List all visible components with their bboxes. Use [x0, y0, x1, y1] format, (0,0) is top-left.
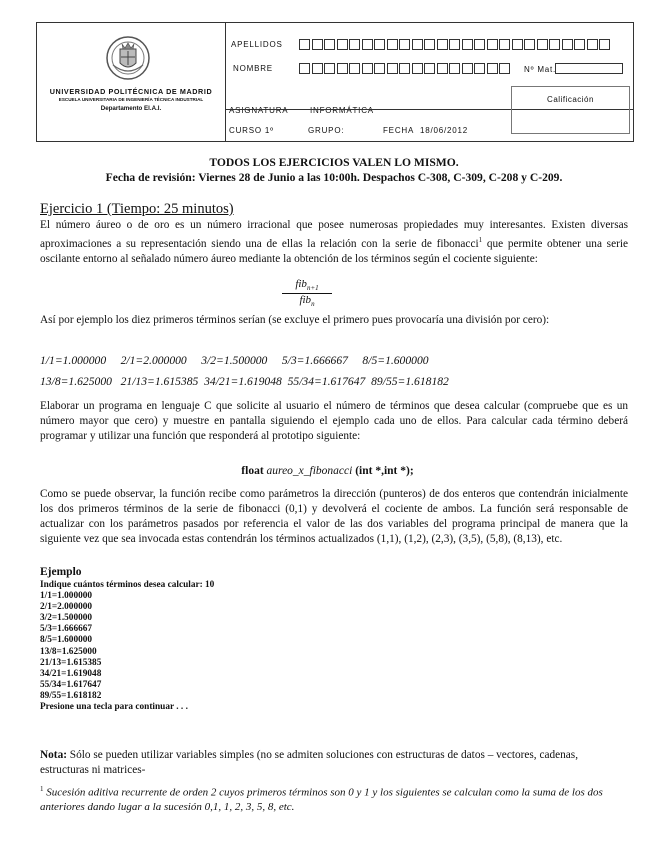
example-line: Indique cuántos términos desea calcular: 10	[40, 580, 215, 590]
note-label: Nota:	[40, 749, 67, 761]
grupo-label: GRUPO:	[308, 126, 345, 135]
exam-header	[36, 22, 634, 142]
example-output	[40, 580, 214, 713]
fraction-formula: fib$_{n+1}$ fib$_n$	[282, 278, 332, 308]
asignatura-value: INFORMÁTICA	[310, 106, 374, 115]
intro-line-2: Fecha de revisión: Viernes 28 de Junio a las 10:00h. Despachos C-308, C-309, C-208 y C-209.	[105, 171, 563, 184]
matricula-label: Nº Mat.	[524, 65, 557, 74]
example-line: 3/2=1.500000	[40, 613, 93, 624]
department-name: Departamento El.A.I.	[100, 105, 162, 112]
footnote-mark: 1	[40, 785, 44, 793]
function-prototype: float aureo_x_fibonacci (int *,int *);	[241, 465, 414, 477]
apellidos-label: APELLIDOS	[231, 40, 283, 49]
example-line: 2/1=2.000000	[40, 602, 93, 613]
paragraph-first-terms: Así por ejemplo los diez primeros términos serían (se excluye el primero pues provocaría una división por cero):	[40, 314, 550, 326]
example-line: 89/55=1.618182	[40, 690, 102, 701]
curso-label: CURSO 1º	[229, 126, 274, 135]
matricula-field[interactable]	[555, 63, 625, 74]
exercise-title: Ejercicio 1 (Tiempo: 25 minutos)	[40, 201, 234, 217]
nombre-field[interactable]	[299, 63, 512, 74]
example-line: 21/13=1.615385	[40, 657, 102, 668]
note-paragraph: Nota: Sólo se pueden utilizar variables simples (no se admiten soluciones con estructuras de datos – vectores, cadenas, estructuras ni matrices-	[40, 749, 579, 776]
example-line: 5/3=1.666667	[40, 624, 93, 635]
example-line: Presione una tecla para continuar . . .	[40, 702, 188, 713]
example-line: 13/8=1.625000	[40, 646, 97, 657]
apellidos-field[interactable]	[299, 39, 612, 50]
nombre-label: NOMBRE	[233, 64, 273, 73]
paragraph-program-task: Elaborar un programa en lenguaje C que solicite al usuario el número de términos que desea calcular (compruebe que es un número mayor que cero) y muestre en pantalla siguiendo el ejemplo cada uno de ellos. Para calcular cada término deberá programar y utilizar una función que responderá al prototipo siguiente:	[40, 400, 628, 442]
calificacion-box	[511, 86, 630, 134]
calificacion-label: Calificación	[547, 95, 594, 104]
school-name: ESCUELA UNIVERSITARIA DE INGENIERÍA TÉCNICA INDUSTRIAL	[58, 97, 204, 102]
paragraph-golden-ratio: El número áureo o de oro es un número irracional que posee numerosas propiedades muy interesantes. Existen diversas aproximaciones a su representación siendo una de ellas la relación con la serie de fibonacci$^1$ que permite obtener una serie oscilante entorno al señalado número áureo mediante la obtención de los términos según el cociente siguiente:	[40, 219, 628, 265]
paragraph-function-description: Como se puede observar, la función recibe como parámetros la dirección (punteros) de dos enteros que contendrán inicialmente los dos primeros términos de la serie de fibonacci (0,1) y devolverá el cociente de ambos. La función será responsable de actualizar con los parámetros pasados por referencia el valor de las dos variables del programa principal de manera que la siguiente vez que sea invocada estas contendrán los términos actualizados (1,1), (1,2), (2,3), (3,5), (5,8), (8,13), etc.	[40, 488, 628, 545]
intro-line-1: TODOS LOS EJERCICIOS VALEN LO MISMO.	[209, 156, 459, 169]
fecha-label: FECHA	[383, 126, 415, 135]
example-line: 8/5=1.600000	[40, 635, 93, 646]
asignatura-label: ASIGNATURA	[229, 106, 289, 115]
footnote-ref: 1	[478, 236, 483, 244]
fecha-value: 18/06/2012	[420, 126, 469, 135]
example-line: 1/1=1.000000	[40, 591, 93, 602]
footnote: $^1$ Sucesión aditiva recurrente de orden 2 cuyos primeros términos son 0 y 1 y los siguientes se calculan como la suma de los dos anteriores dando lugar a la sucesión 0,1, 1, 2, 3, 5, 8, etc.	[40, 785, 603, 813]
ratios-row-2: 13/8=1.625000 21/13=1.615385 34/21=1.619048 55/34=1.617647 89/55=1.618182	[40, 375, 449, 388]
ratios-row-1: 1/1=1.000000 2/1=2.000000 3/2=1.500000 5/3=1.666667 8/5=1.600000	[40, 354, 429, 367]
university-block	[37, 23, 226, 141]
example-line: 34/21=1.619048	[40, 668, 102, 679]
university-crest-icon	[105, 35, 151, 81]
university-name: UNIVERSIDAD POLITÉCNICA DE MADRID	[49, 87, 213, 96]
example-line: 55/34=1.617647	[40, 679, 102, 690]
example-title: Ejemplo	[40, 566, 82, 578]
